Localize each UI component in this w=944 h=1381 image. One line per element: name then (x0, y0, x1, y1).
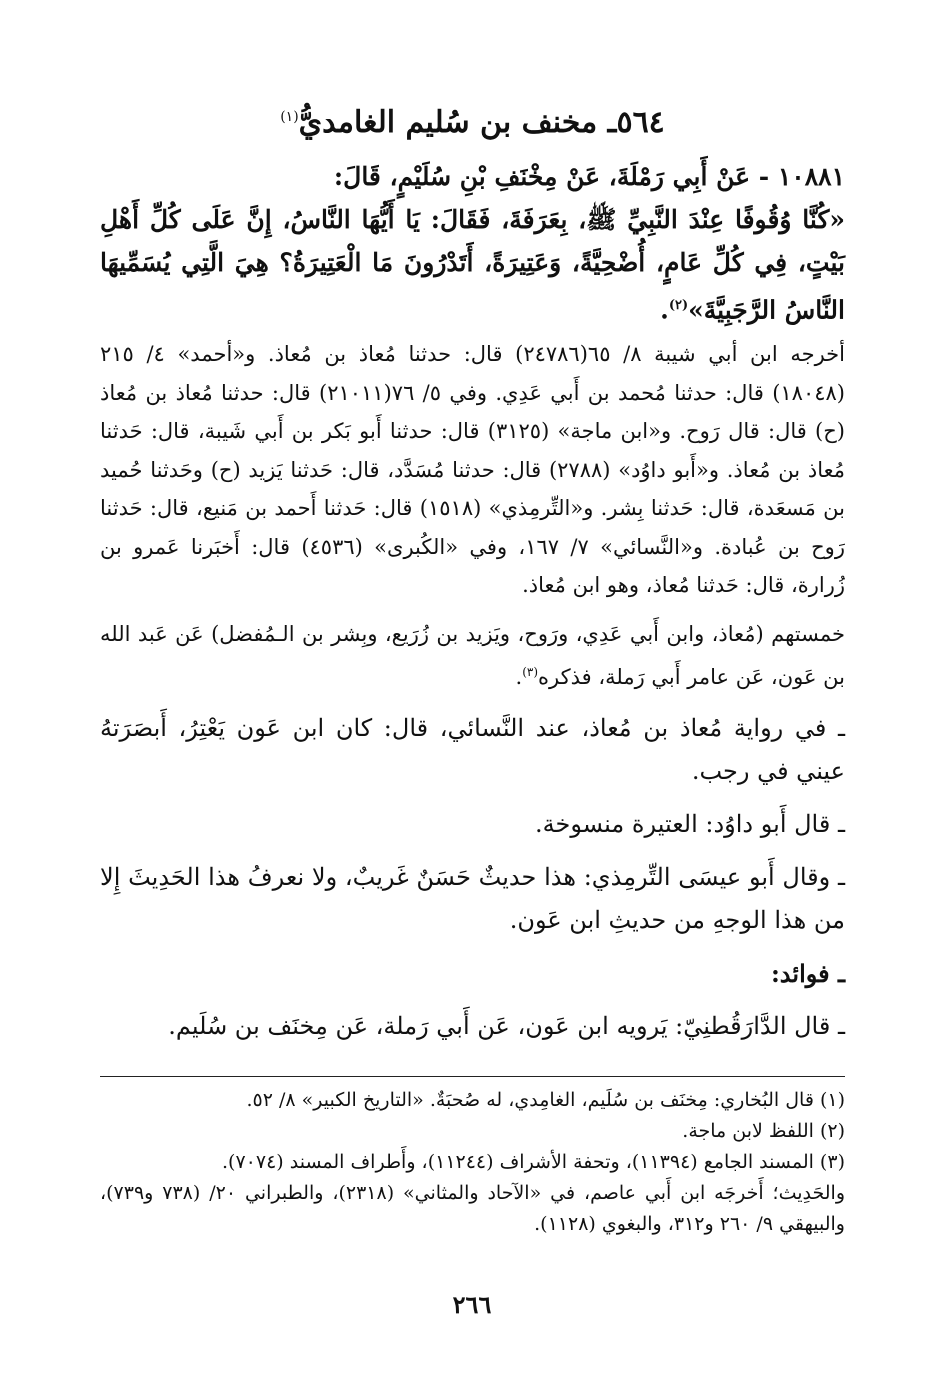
footnotes (100, 1085, 845, 1240)
remark-abudawud: ـ قال أَبو داوُد: العتيرة منسوخة. (535, 809, 845, 838)
page-body (100, 95, 845, 1048)
fawaid-heading: ـ فوائد: (770, 958, 845, 988)
takhrij-five-text: خمستهم (مُعاذ، وابن أَبي عَدِي، ورَوح، ويَزيد بن زُرَيع، وبِشر بن الـمُفضل) عَن عَبد الله بن عَون، عَن عامر أَبي رَملة، فذكره (100, 621, 845, 690)
footnote-ref: (٣) (522, 665, 539, 680)
footnote-1: (١) قال البُخاري: مِخنَف بن سُلَيم، الغامِدي، له صُحبَةٌ. «التاريخ الكبير» ٨/ ٥٢. (246, 1089, 845, 1111)
hadith-isnad: ١٠٨٨١ - عَنْ أَبِي رَمْلَةَ، عَنْ مِخْنَفِ بْنِ سُلَيْمٍ، قَالَ: (333, 162, 845, 191)
footnote-separator (100, 1076, 845, 1077)
page-number: ٢٦٦ (452, 1290, 492, 1319)
takhrij-five: خمستهم (مُعاذ، وابن أَبي عَدِي، ورَوح، ويَزيد بن زُرَيع، وبِشر بن الـمُفضل) عَن عَبد الله بن عَون، عَن عامر أَبي رَملة، فذكره$^{(٣)}$. (100, 621, 845, 690)
takhrij-main: أخرجه ابن أبي شيبة ٨/ ٦٥(٢٤٧٨٦) قال: حدثنا مُعاذ بن مُعاذ. و«أحمد» ٤/ ٢١٥ (١٨٠٤٨) قال: حدثنا مُحمد بن أَبي عَدِي. وفي ٥/ ٧٦(٢١٠١١) قال: حدثنا مُعاذ بن مُعاذ (ح) قال: قال رَوح. و«ابن ماجة» (٣١٢٥) قال: حدثنا أَبو بَكر بن أَبي شَيبة، قال: حَدثنا مُعاذ بن مُعاذ. و«أَبو داوُد» (٢٧٨٨) قال: حدثنا مُسَدَّد، قال: حَدثنا يَزيد (ح) وحَدثنا حُميد بن مَسعَدة، قال: حَدثنا بِشر. و«التِّرمِذي» (١٥١٨) قال: حَدثنا أَحمد بن مَنيع، قال: حَدثنا رَوح بن عُبادة. و«النَّسائي» ٧/ ١٦٧، وفي «الكُبرى» (٤٥٣٦) قال: أَخبَرنا عَمرو بن زُرارة، قال: حَدثنا مُعاذ، وهو ابن مُعاذ. (100, 342, 845, 598)
footnote-3-continued: والحَدِيث؛ أَخرجَه ابن أَبي عاصم، في «الآحاد والمثاني» (٢٣١٨)، والطبراني ٢٠/ (٧٣٨ و٧٣٩)، والبيهقي ٩/ ٢٦٠ و٣١٢، والبغوي (١١٢٨). (100, 1182, 845, 1235)
chapter-title (100, 95, 845, 145)
remark-daraqutni: ـ قال الدَّارَقُطنِيّ: يَرويه ابن عَون، عَن أَبي رَملة، عَن مِخنَف بن سُلَيم. (168, 1011, 845, 1040)
hadith-matn: «كُنَّا وُقُوفًا عِنْدَ النَّبِيِّ ﷺ، بِعَرَفَةَ، فَقَالَ: يَا أَيُّهَا النَّاسُ، إِنَّ عَلَى كُلِّ أَهْلِ بَيْتٍ، فِي كُلِّ عَامٍ، أُضْحِيَّةً، وَعَتِيرَةً، أَتَدْرُونَ مَا الْعَتِيرَةُ؟ هِيَ الَّتِي يُسَمِّيهَا النَّاسُ الرَّجَبِيَّةَ»$^{(٢)}$. (100, 205, 845, 325)
footnote-3: (٣) المسند الجامع (١١٣٩٤)، وتحفة الأشراف (١١٢٤٤)، وأَطراف المسند (٧٠٧٤). (222, 1151, 845, 1173)
remark-nasai: ـ في رواية مُعاذ بن مُعاذ، عند النَّسائي، قال: كان ابن عَون يَعْتِرُ، أَبصَرَتهُ عيني في رجب. (100, 713, 845, 785)
footnote-2: (٢) اللفظ لابن ماجة. (682, 1120, 845, 1142)
footnote-ref: (٢) (668, 298, 689, 313)
remark-tirmidhi: ـ وقال أَبو عيسَى التِّرمِذي: هذا حديثٌ حَسَنٌ غَريبٌ، ولا نعرفُ هذا الحَدِيثَ إِلا من هذا الوجهِ من حديثِ ابن عَون. (100, 862, 845, 934)
chapter-title-text: ٥٦٤ـ مخنف بن سُليم الغامديُّ (298, 105, 665, 140)
footnote-ref: (١) (280, 109, 299, 125)
hadith-matn-text: «كُنَّا وُقُوفًا عِنْدَ النَّبِيِّ ﷺ، بِعَرَفَةَ، فَقَالَ: يَا أَيُّهَا النَّاسُ، إِنَّ عَلَى كُلِّ أَهْلِ بَيْتٍ، فِي كُلِّ عَامٍ، أُضْحِيَّةً، وَعَتِيرَةً، أَتَدْرُونَ مَا الْعَتِيرَةُ؟ هِيَ الَّتِي يُسَمِّيهَا النَّاسُ الرَّجَبِيَّةَ» (100, 205, 845, 325)
